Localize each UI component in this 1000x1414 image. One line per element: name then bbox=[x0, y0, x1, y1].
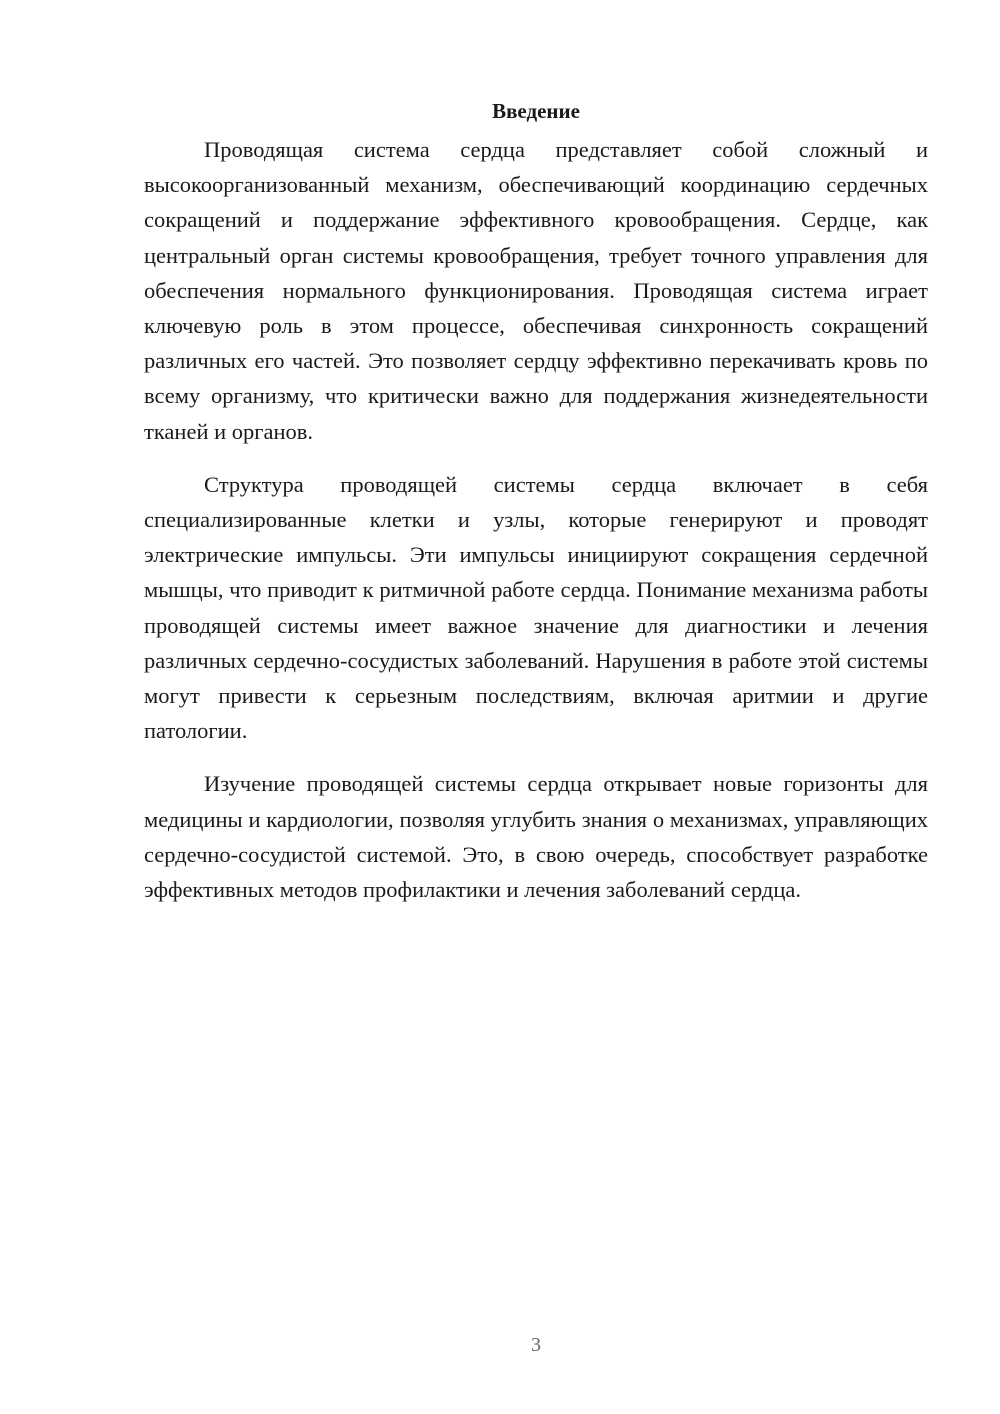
page-number: 3 bbox=[531, 1334, 541, 1356]
document-body bbox=[144, 96, 928, 925]
paragraph-1: Проводящая система сердца представляет собой сложный и высокоорганизованный механизм, обеспечивающий координацию сердечных сокращений и поддержание эффективного кровообращения. Сердце, как центральный орган системы кровообращения, требует точного управления для обеспечения нормального функционирования. Проводящая система играет ключевую роль в этом процессе, обеспечивая синхронность сокращений различных его частей. Это позволяет сердцу эффективно перекачивать кровь по всему организму, что критически важно для поддержания жизнедеятельности тканей и органов. bbox=[144, 137, 928, 444]
section-heading: Введение bbox=[492, 99, 580, 123]
paragraph-2: Структура проводящей системы сердца включает в себя специализированные клетки и узлы, которые генерируют и проводят электрические импульсы. Эти импульсы инициируют сокращения сердечной мышцы, что приводит к ритмичной работе сердца. Понимание механизма работы проводящей системы имеет важное значение для диагностики и лечения различных сердечно-сосудистых заболеваний. Нарушения в работе этой системы могут привести к серьезным последствиям, включая аритмии и другие патологии. bbox=[144, 471, 928, 744]
paragraph-3: Изучение проводящей системы сердца открывает новые горизонты для медицины и кардиологии, позволяя углубить знания о механизмах, управляющих сердечно-сосудистой системой. Это, в свою очередь, способствует разработке эффективных методов профилактики и лечения заболеваний сердца. bbox=[144, 771, 928, 903]
